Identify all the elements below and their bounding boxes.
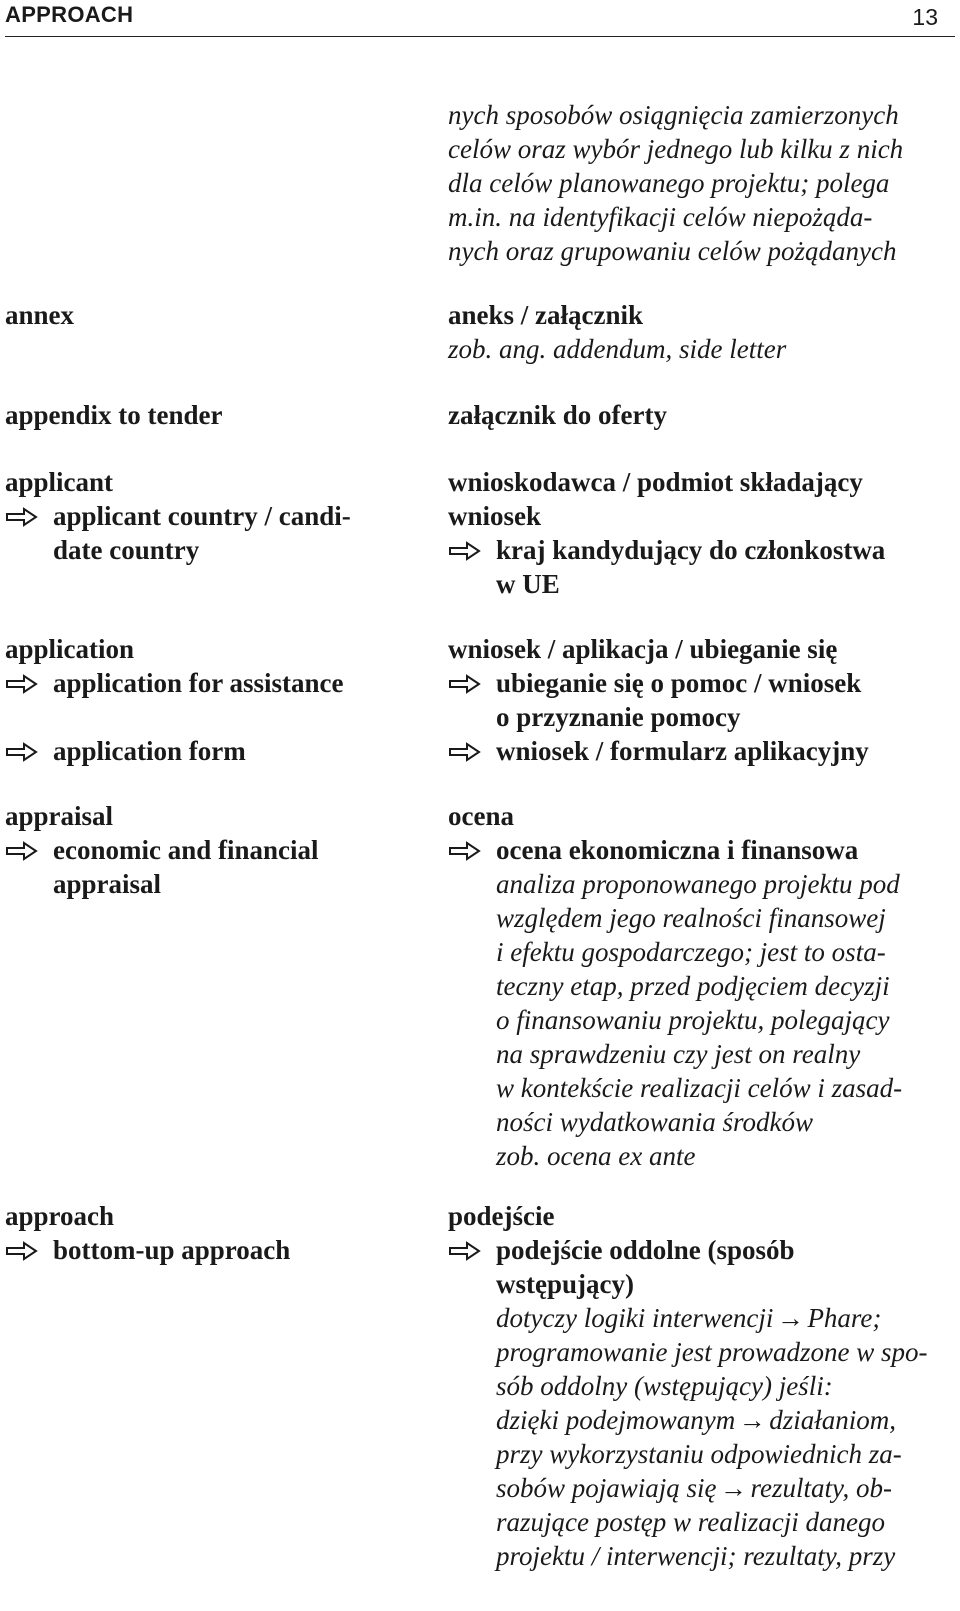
definition-line: w kontekście realizacji celów i zasad- <box>496 1073 903 1103</box>
translation: wniosek <box>448 501 542 531</box>
translation: podejście <box>448 1201 555 1231</box>
sub-translation: kraj kandydujący do członkostwa <box>448 533 885 567</box>
entry-translation-approach <box>448 1199 928 1573</box>
sub-term: application for assistance <box>5 666 344 700</box>
continued-definition <box>448 98 903 268</box>
definition-line: teczny etap, przed podjęciem decyzji <box>496 971 890 1001</box>
sub-term: economic and financial <box>5 833 319 867</box>
entry-application <box>5 632 344 768</box>
sub-translation: wniosek / formularz aplikacyjny <box>448 734 869 768</box>
term: appraisal <box>5 801 114 831</box>
page-number: 13 <box>912 4 938 30</box>
entry-applicant <box>5 465 351 567</box>
definition-line: dla celów planowanego projektu; polega <box>448 168 890 198</box>
entry-translation-annex <box>448 298 786 366</box>
entry-translation-applicant <box>448 465 885 601</box>
sub-translation: ocena ekonomiczna i finansowa <box>448 833 902 867</box>
entry-translation-application <box>448 632 869 768</box>
term: approach <box>5 1201 115 1231</box>
sub-term: application form <box>5 734 344 768</box>
sub-translation-continued: wstępujący) <box>496 1269 634 1299</box>
definition-line: celów oraz wybór jednego lub kilku z nich <box>448 134 904 164</box>
definition-line: nych oraz grupowaniu celów pożądanych <box>448 236 897 266</box>
definition-line: i efektu gospodarczego; jest to osta- <box>496 937 886 967</box>
sub-term: bottom-up approach <box>5 1233 290 1267</box>
definition-line: dotyczy logiki interwencji → Phare; <box>496 1303 882 1333</box>
entry-translation-appraisal <box>448 799 902 1173</box>
translation: wniosek / aplikacja / ubieganie się <box>448 634 838 664</box>
definition-line: przy wykorzystaniu odpowiednich za- <box>496 1439 902 1469</box>
definition-line: sobów pojawiają się → rezultaty, ob- <box>496 1473 893 1503</box>
hollow-right-arrow-icon <box>5 742 39 762</box>
sub-translation-continued: w UE <box>496 569 560 599</box>
spacer <box>5 700 344 734</box>
hollow-right-arrow-icon <box>5 841 39 861</box>
definition-line: programowanie jest prowadzone w spo- <box>496 1337 928 1367</box>
hollow-right-arrow-icon <box>5 674 39 694</box>
definition-line: dzięki podejmowanym → działaniom, <box>496 1405 896 1435</box>
running-head: APPROACH <box>5 2 134 27</box>
entry-approach <box>5 1199 290 1267</box>
translation: ocena <box>448 801 514 831</box>
hollow-right-arrow-icon <box>448 674 482 694</box>
hollow-right-arrow-icon <box>448 742 482 762</box>
term: application <box>5 634 135 664</box>
definition-line: nych sposobów osiągnięcia zamierzonych <box>448 100 899 130</box>
entry-translation-appendix: załącznik do oferty <box>448 400 667 430</box>
sub-term: applicant country / candi- <box>5 499 351 533</box>
sub-translation: ubieganie się o pomoc / wniosek <box>448 666 869 700</box>
hollow-right-arrow-icon <box>5 507 39 527</box>
entry-appraisal <box>5 799 319 901</box>
page-header <box>0 0 960 40</box>
entry-term-annex: annex <box>5 300 75 330</box>
hollow-right-arrow-icon <box>448 1241 482 1261</box>
cross-reference: zob. ang. addendum, side letter <box>448 334 787 364</box>
hollow-right-arrow-icon <box>5 1241 39 1261</box>
definition-line: sób oddolny (wstępujący) jeśli: <box>496 1371 833 1401</box>
hollow-right-arrow-icon <box>448 841 482 861</box>
right-arrow-icon: → <box>738 1405 766 1435</box>
right-arrow-icon: → <box>720 1473 748 1503</box>
definition-line: ności wydatkowania środków <box>496 1107 813 1137</box>
definition-line: względem jego realności finansowej <box>496 903 886 933</box>
translation: wnioskodawca / podmiot składający <box>448 467 863 497</box>
right-arrow-icon: → <box>776 1303 804 1333</box>
definition-line: analiza proponowanego projektu pod <box>496 869 900 899</box>
definition-line: razujące postęp w realizacji danego <box>496 1507 885 1537</box>
translation: aneks / załącznik <box>448 300 644 330</box>
sub-term-continued: date country <box>53 535 200 565</box>
definition-line: projektu / interwencji; rezultaty, przy <box>496 1541 896 1571</box>
definition-line: m.in. na identyfikacji celów niepożąda- <box>448 202 873 232</box>
header-rule <box>5 36 955 37</box>
sub-term-continued: appraisal <box>53 869 162 899</box>
definition-line: o finansowaniu projektu, polegający <box>496 1005 890 1035</box>
cross-reference: zob. ocena ex ante <box>496 1141 696 1171</box>
definition-line: na sprawdzeniu czy jest on realny <box>496 1039 861 1069</box>
term: applicant <box>5 467 114 497</box>
sub-translation: podejście oddolne (sposób <box>448 1233 928 1267</box>
sub-translation-continued: o przyznanie pomocy <box>496 702 741 732</box>
entry-term-appendix-to-tender: appendix to tender <box>5 400 223 430</box>
hollow-right-arrow-icon <box>448 541 482 561</box>
